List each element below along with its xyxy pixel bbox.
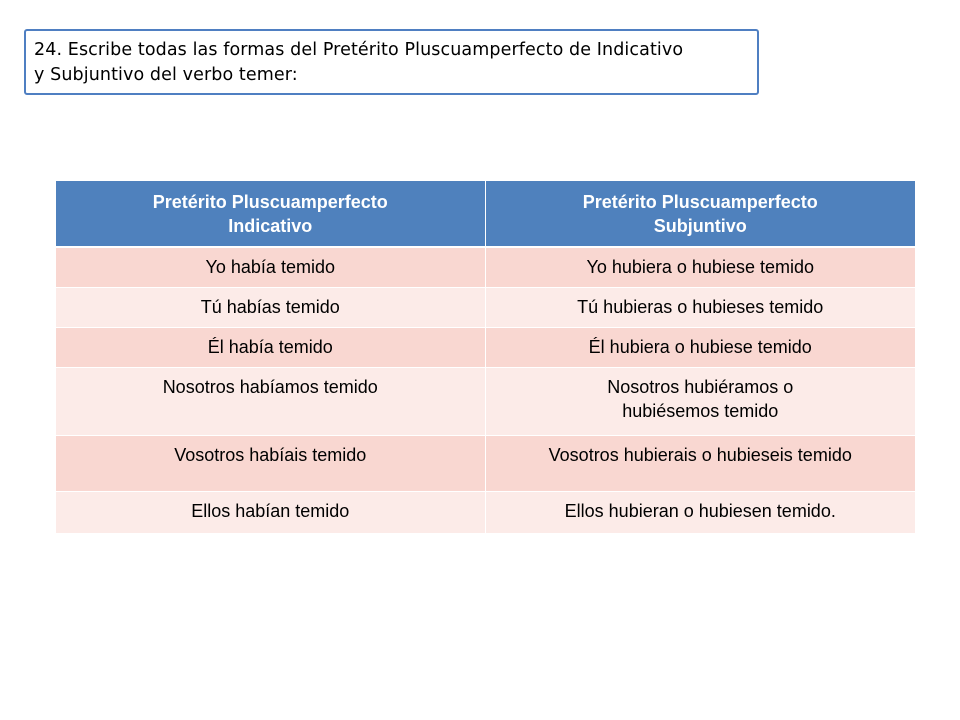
cell-subjuntivo (485, 367, 915, 435)
cell-subjuntivo: Vosotros hubierais o hubieseis temido (485, 435, 915, 491)
table-row (56, 327, 915, 367)
header-indicativo (56, 181, 485, 247)
table-row (56, 247, 915, 287)
table-row (56, 367, 915, 435)
prompt-line-1: 24. Escribe todas las formas del Pretérito Pluscuamperfecto de Indicativo (34, 40, 684, 60)
cell-indicativo: Yo había temido (56, 247, 485, 287)
prompt-line-2: y Subjuntivo del verbo temer: (34, 65, 298, 85)
cell-indicativo: Tú habías temido (56, 287, 485, 327)
header-indicativo-line2: Indicativo (228, 215, 313, 236)
cell-indicativo: Nosotros habíamos temido (56, 367, 485, 435)
cell-indicativo: Él había temido (56, 327, 485, 367)
cell-subjuntivo-line2: hubiésemos temido (622, 400, 779, 421)
conjugation-table (56, 181, 915, 534)
header-indicativo-line1: Pretérito Pluscuamperfecto (152, 191, 388, 212)
cell-subjuntivo: Ellos hubieran o hubiesen temido. (485, 491, 915, 533)
table-header-row (56, 181, 915, 247)
header-subjuntivo-line1: Pretérito Pluscuamperfecto (582, 191, 818, 212)
table-row (56, 287, 915, 327)
cell-subjuntivo: Yo hubiera o hubiese temido (485, 247, 915, 287)
cell-indicativo: Ellos habían temido (56, 491, 485, 533)
table-row (56, 491, 915, 533)
cell-subjuntivo: Él hubiera o hubiese temido (485, 327, 915, 367)
cell-subjuntivo-line1: Nosotros hubiéramos o (607, 376, 794, 397)
header-subjuntivo-line2: Subjuntivo (653, 215, 747, 236)
cell-indicativo: Vosotros habíais temido (56, 435, 485, 491)
header-subjuntivo (485, 181, 915, 247)
cell-subjuntivo: Tú hubieras o hubieses temido (485, 287, 915, 327)
table-row (56, 435, 915, 491)
exercise-prompt (24, 29, 759, 95)
